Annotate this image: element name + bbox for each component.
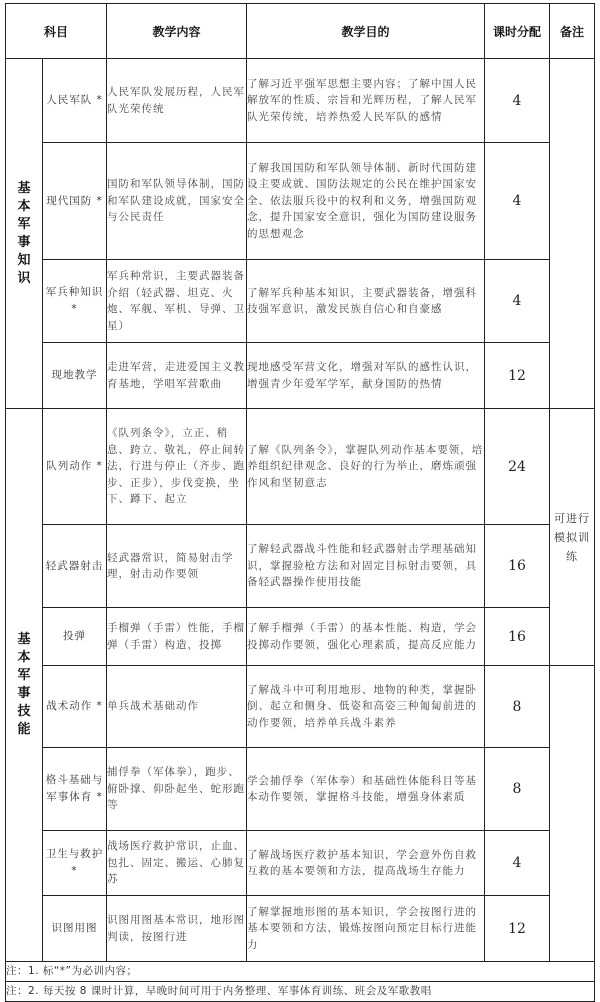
table-row [6,666,595,748]
hours-cell: 24 [485,409,550,525]
table-row [6,525,595,608]
table-row [6,608,595,666]
subject-cell: 卫生与救护 * [43,831,107,896]
content-cell: 走进军营，走进爱国主义教育基地，学唱军营歌曲 [107,343,247,409]
goal-cell: 了解轻武器战斗性能和轻武器射击学理基础知识，掌握验枪方法和对固定目标射击要领，具备轻武器操作使用技能 [247,525,485,608]
subject-cell: 队列动作 * [43,409,107,525]
subject-cell: 格斗基础与军事体育 * [43,748,107,831]
header-goal: 教学目的 [247,4,485,59]
subject-cell: 军兵种知识 * [43,260,107,343]
subject-cell: 识图用图 [43,896,107,962]
subject-cell: 现代国防 * [43,143,107,260]
header-hours: 课时分配 [485,4,550,59]
table-row [6,59,595,143]
content-cell: 战场医疗救护常识，止血、包扎、固定、搬运、心肺复苏 [107,831,247,896]
remark-cell-knowledge [550,59,595,409]
hours-cell: 4 [485,143,550,260]
table-row [6,409,595,525]
hours-cell: 16 [485,525,550,608]
content-cell: 轻武器常识，简易射击学理，射击动作要领 [107,525,247,608]
hours-cell: 16 [485,608,550,666]
subject-cell: 战术动作 * [43,666,107,748]
hours-cell: 4 [485,260,550,343]
content-cell: 人民军队发展历程，人民军队光荣传统 [107,59,247,143]
header-row [6,4,595,59]
subject-cell: 人民军队 * [43,59,107,143]
footnote-row [6,982,595,1002]
hours-cell: 4 [485,831,550,896]
table-row [6,896,595,962]
content-cell: 军兵种常识，主要武器装备介绍（轻武器、坦克、火炮、军舰、军机、导弹、卫星） [107,260,247,343]
table-row [6,260,595,343]
subject-cell: 现地教学 [43,343,107,409]
subject-cell: 投弹 [43,608,107,666]
hours-cell: 8 [485,748,550,831]
subject-cell: 轻武器射击 [43,525,107,608]
goal-cell: 现地感受军营文化，增强对军队的感性认识，增强青少年爱军学军，献身国防的热情 [247,343,485,409]
goal-cell: 了解掌握地形图的基本知识，学会按图行进的基本要领和方法，锻炼按图向预定目标行进能力 [247,896,485,962]
remark-simulation-training: 可进行模拟训练 [550,409,595,666]
goal-cell: 了解手榴弹（手雷）的基本性能、构造，学会投掷动作要领，强化心理素质，提高反应能力 [247,608,485,666]
goal-cell: 了解我国国防和军队领导体制、新时代国防建设主要成就、国防法规定的公民在维护国家安全、依法服兵役中的权利和义务，增强国防观念，提升国家安全意识，强化为国防建设服务的思想观念 [247,143,485,260]
category-skills: 基本军事技能 [6,409,43,962]
header-subject: 科目 [6,4,107,59]
remark-cell-empty [550,666,595,962]
goal-cell: 了解习近平强军思想主要内容；了解中国人民解放军的性质、宗旨和光辉历程，了解人民军队光荣传统，培养热爱人民军队的感情 [247,59,485,143]
hours-cell: 12 [485,896,550,962]
content-cell: 捕俘拳（军体拳），跑步、俯卧撑、仰卧起坐、蛇形跑等 [107,748,247,831]
goal-cell: 学会捕俘拳（军体拳）和基础性体能科目等基本动作要领，掌握格斗技能，增强身体素质 [247,748,485,831]
footnote-row [6,962,595,982]
table-row [6,831,595,896]
goal-cell: 了解《队列条令》，掌握队列动作基本要领，培养组织纪律观念、良好的行为举止，磨炼顽强作风和坚韧意志 [247,409,485,525]
content-cell: 手榴弹（手雷）性能，手榴弹（手雷）构造，投掷 [107,608,247,666]
content-cell: 国防和军队领导体制，国防和军队建设成就，国家安全与公民责任 [107,143,247,260]
hours-cell: 8 [485,666,550,748]
table-row [6,748,595,831]
table-row [6,343,595,409]
content-cell: 单兵战术基础动作 [107,666,247,748]
header-content: 教学内容 [107,4,247,59]
content-cell: 识图用图基本常识，地形图判读，按图行进 [107,896,247,962]
table-row [6,143,595,260]
content-cell: 《队列条令》，立正、稍息、跨立、敬礼，停止间转法，行进与停止（齐步、跑步、正步），步伐变换，坐下、蹲下、起立 [107,409,247,525]
hours-cell: 12 [485,343,550,409]
curriculum-table [5,3,595,1002]
hours-cell: 4 [485,59,550,143]
header-remark: 备注 [550,4,595,59]
footnote-1: 注：1. 标“*”为必训内容； [6,962,595,982]
goal-cell: 了解战斗中可利用地形、地物的种类，掌握卧倒、起立和侧身、低姿和高姿三种匍匐前进的动作要领，培养单兵战斗素养 [247,666,485,748]
footnote-2: 注：2. 每天按 8 课时计算，早晚时间可用于内务整理、军事体育训练、班会及军歌教唱 [6,982,595,1002]
category-knowledge: 基本军事知识 [6,59,43,409]
goal-cell: 了解军兵种基本知识，主要武器装备，增强科技强军意识，激发民族自信心和自豪感 [247,260,485,343]
goal-cell: 了解战场医疗救护基本知识，学会意外伤自救互救的基本要领和方法，提高战场生存能力 [247,831,485,896]
